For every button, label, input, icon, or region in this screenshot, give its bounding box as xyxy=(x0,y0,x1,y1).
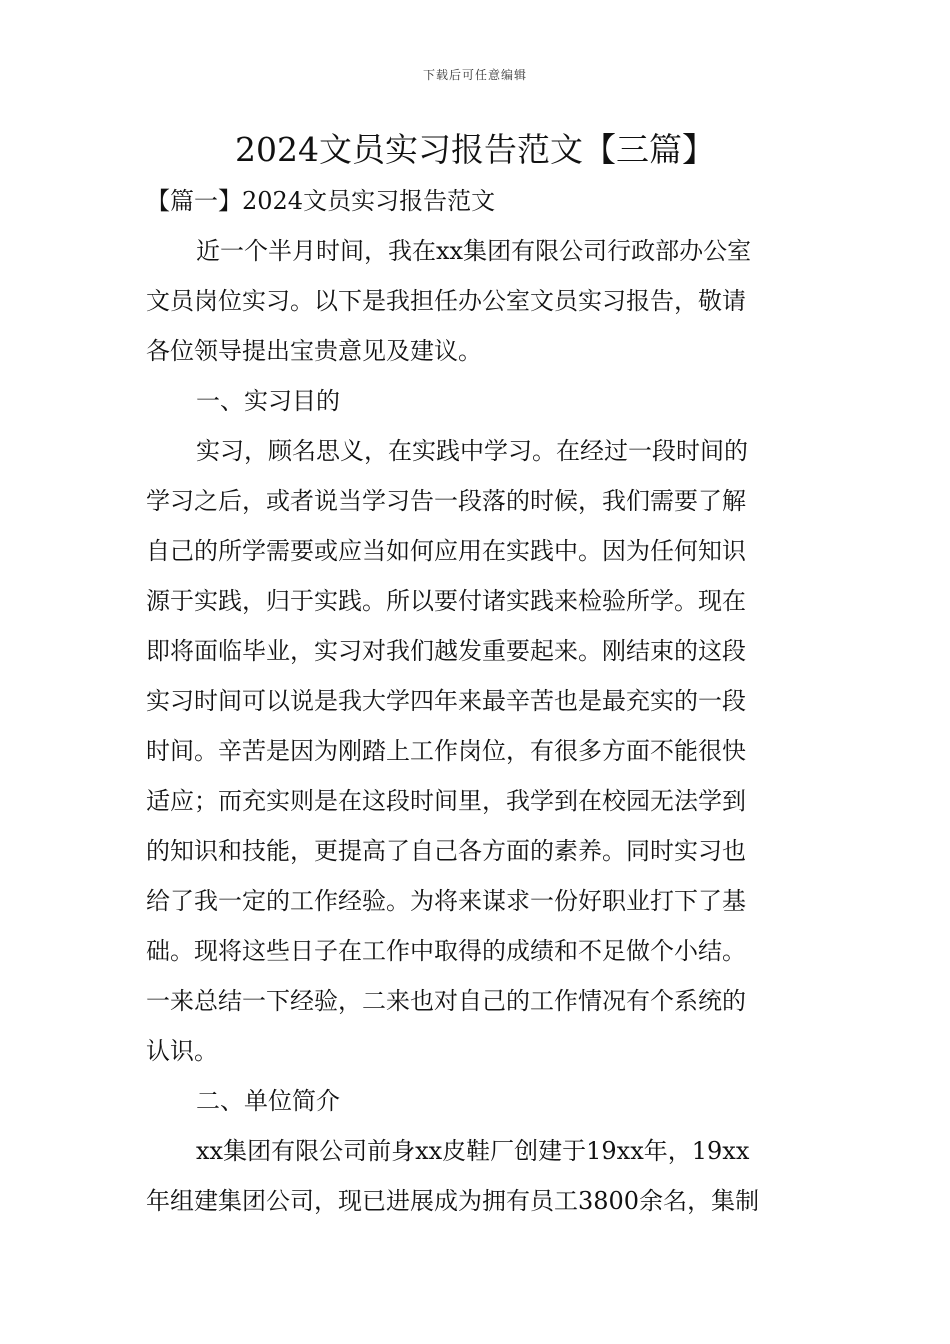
text-line: 适应；而充实则是在这段时间里，我学到在校园无法学到 xyxy=(146,787,746,815)
text-line: 年组建集团公司，现已进展成为拥有员工3800余名，集制 xyxy=(146,1187,760,1215)
paragraph-lines xyxy=(146,226,806,1226)
text-line: 一、实习目的 xyxy=(196,387,340,415)
text-line: 自己的所学需要或应当如何应用在实践中。因为任何知识 xyxy=(146,537,746,565)
section-heading: 【篇一】2024文员实习报告范文 xyxy=(146,187,496,215)
text-line: 实习时间可以说是我大学四年来最辛苦也是最充实的一段 xyxy=(146,687,746,715)
text-line: 实习，顾名思义，在实践中学习。在经过一段时间的 xyxy=(196,437,748,465)
text-line: 础。现将这些日子在工作中取得的成绩和不足做个小结。 xyxy=(146,937,746,965)
text-line: 即将面临毕业，实习对我们越发重要起来。刚结束的这段 xyxy=(146,637,746,665)
text-line: 的知识和技能，更提高了自己各方面的素养。同时实习也 xyxy=(146,837,746,865)
text-line: 源于实践，归于实践。所以要付诸实践来检验所学。现在 xyxy=(146,587,746,615)
text-line: 近一个半月时间，我在xx集团有限公司行政部办公室 xyxy=(196,237,752,265)
document-body xyxy=(146,176,806,1226)
text-line: 文员岗位实习。以下是我担任办公室文员实习报告，敬请 xyxy=(146,287,746,315)
document-title: 2024文员实习报告范文【三篇】 xyxy=(235,130,715,169)
text-line: 时间。辛苦是因为刚踏上工作岗位，有很多方面不能很快 xyxy=(146,737,746,765)
text-line: 给了我一定的工作经验。为将来谋求一份好职业打下了基 xyxy=(146,887,746,915)
text-line: 认识。 xyxy=(146,1037,218,1065)
text-line: 各位领导提出宝贵意见及建议。 xyxy=(146,337,482,365)
header-note: 下载后可任意编辑 xyxy=(422,68,527,82)
text-line: 一来总结一下经验，二来也对自己的工作情况有个系统的 xyxy=(146,987,746,1015)
text-line: 二、单位简介 xyxy=(196,1087,340,1115)
text-line: 学习之后，或者说当学习告一段落的时候，我们需要了解 xyxy=(146,487,746,515)
text-line: xx集团有限公司前身xx皮鞋厂创建于19xx年，19xx xyxy=(196,1137,750,1165)
